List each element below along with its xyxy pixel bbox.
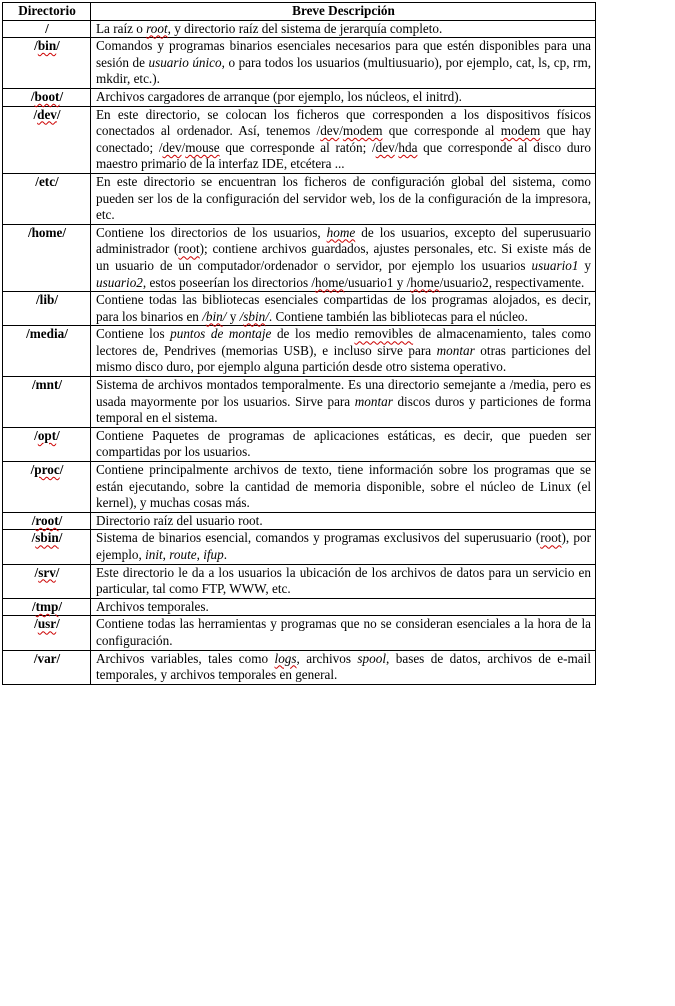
text-segment: boot bbox=[34, 88, 60, 104]
directory-cell bbox=[3, 598, 91, 616]
directory-cell bbox=[3, 564, 91, 598]
description-cell bbox=[91, 564, 596, 598]
description-cell bbox=[91, 650, 596, 684]
text-segment: hda bbox=[398, 139, 418, 155]
text-segment: root bbox=[35, 512, 59, 528]
text-segment: init bbox=[145, 547, 163, 562]
text-segment: / bbox=[265, 308, 269, 324]
text-segment: usuario1 bbox=[531, 257, 579, 273]
text-segment: , archivos bbox=[296, 650, 358, 666]
text-segment: / bbox=[181, 139, 186, 155]
text-segment: ); contiene archivos guardados, ajustes personales, etc. Si existe más de un usuario de un computador/ordenador o servidor, por ejemplo los usuarios bbox=[96, 241, 591, 273]
text-segment: montar bbox=[436, 342, 475, 358]
text-segment: / bbox=[59, 462, 64, 478]
text-segment: Directorio raíz del usuario root. bbox=[96, 512, 263, 528]
text-segment: Archivos temporales. bbox=[96, 598, 209, 614]
text-segment: / bbox=[34, 38, 38, 54]
text-segment: / bbox=[59, 88, 64, 104]
text-segment: Archivos cargadores de arranque (por ejemplo, los núcleos, el initrd). bbox=[96, 88, 462, 104]
directory-cell bbox=[3, 427, 91, 461]
text-segment: sbin bbox=[243, 308, 266, 324]
text-segment: , y directorio raíz del sistema de jerarquía completo. bbox=[167, 20, 443, 36]
text-segment: root bbox=[178, 241, 200, 257]
text-segment: / bbox=[56, 616, 60, 632]
text-segment: otras particiones del mismo disco duro, por ejemplo alguna partición desde otro sistema operativo. bbox=[96, 342, 591, 375]
text-segment: / bbox=[34, 427, 38, 443]
directory-table bbox=[2, 2, 596, 685]
table-row bbox=[3, 88, 596, 106]
table-row bbox=[3, 20, 596, 38]
table-row bbox=[3, 616, 596, 650]
text-segment: y bbox=[578, 257, 592, 273]
text-segment: que corresponde al ratón; / bbox=[219, 139, 376, 155]
table-row bbox=[3, 650, 596, 684]
text-segment: / bbox=[339, 123, 343, 139]
text-segment: Sistema de binarios esencial, comandos y programas exclusivos del superusuario ( bbox=[96, 530, 541, 546]
table-row bbox=[3, 427, 596, 461]
description-cell bbox=[91, 20, 596, 38]
text-segment: discos duros y particiones de forma temporal en el sistema. bbox=[96, 393, 591, 426]
directory-cell bbox=[3, 173, 91, 224]
text-segment: route bbox=[169, 547, 197, 562]
text-segment: / bbox=[34, 616, 38, 632]
directory-cell bbox=[3, 650, 91, 684]
description-cell bbox=[91, 598, 596, 616]
table-body bbox=[3, 20, 596, 684]
text-segment: removibles bbox=[354, 326, 414, 342]
text-segment: /mnt/ bbox=[31, 377, 63, 393]
text-segment: dev bbox=[320, 123, 340, 139]
text-segment: que hay conectado; / bbox=[96, 123, 591, 155]
text-segment: / bbox=[58, 512, 63, 528]
text-segment: usuario2 bbox=[96, 274, 143, 290]
text-segment: /lib/ bbox=[36, 292, 58, 308]
text-segment: modem bbox=[342, 123, 383, 139]
text-segment: spool bbox=[357, 650, 386, 666]
text-segment: Contiene todas las bibliotecas esenciales compartidas de los programas alojados, es decir, para los binarios en bbox=[96, 292, 591, 324]
description-cell bbox=[91, 38, 596, 89]
text-segment: / bbox=[31, 530, 36, 546]
directory-cell bbox=[3, 106, 91, 173]
text-segment: usuario único bbox=[148, 54, 222, 70]
description-cell bbox=[91, 292, 596, 326]
text-segment: dev bbox=[375, 139, 395, 155]
text-segment: , bases de datos, archivos de e-mail temporales, y archivos temporales en general. bbox=[96, 650, 591, 683]
text-segment: srv bbox=[38, 564, 56, 580]
text-segment: ), por ejemplo, bbox=[96, 530, 591, 562]
description-cell bbox=[91, 88, 596, 106]
text-segment: dev bbox=[162, 139, 182, 155]
table-row bbox=[3, 38, 596, 89]
column-header-description: Breve Descripción bbox=[91, 3, 596, 21]
text-segment: y bbox=[226, 308, 240, 324]
directory-cell bbox=[3, 377, 91, 428]
table-row bbox=[3, 224, 596, 291]
text-segment: /media/ bbox=[26, 326, 68, 342]
text-segment: / bbox=[394, 139, 399, 155]
text-segment: Este directorio le da a los usuarios la ubicación de los archivos de datos para un servicio en particular, tal como FTP, WWW, etc. bbox=[96, 564, 591, 597]
description-cell bbox=[91, 462, 596, 513]
text-segment: Contiene los bbox=[96, 326, 171, 342]
text-segment: bin bbox=[37, 38, 57, 54]
directory-cell bbox=[3, 224, 91, 291]
directory-cell bbox=[3, 616, 91, 650]
table-row bbox=[3, 598, 596, 616]
description-cell bbox=[91, 377, 596, 428]
text-segment: . bbox=[223, 547, 228, 562]
text-segment: / bbox=[31, 512, 36, 528]
text-segment: / bbox=[222, 308, 227, 324]
text-segment: Contiene Paquetes de programas de aplicaciones estáticas, es decir, que pueden ser compartidas por los usuarios. bbox=[96, 427, 591, 460]
text-segment: bin bbox=[205, 308, 223, 324]
text-segment: root bbox=[146, 20, 168, 36]
table-row bbox=[3, 326, 596, 377]
text-segment: tmp bbox=[35, 598, 59, 614]
table-row bbox=[3, 106, 596, 173]
text-segment: / bbox=[56, 38, 60, 54]
description-cell bbox=[91, 427, 596, 461]
text-segment: usr bbox=[37, 616, 57, 632]
text-segment: En este directorio, se colocan los ficheros que corresponden a los dispositivos físicos conectados al ordenador. Así, tenemos / bbox=[96, 106, 591, 139]
text-segment: / bbox=[55, 564, 60, 580]
text-segment: Sistema de archivos montados temporalmente. Es una directorio semejante a /media, pero es usada mayormente por los usuarios. Sirve para bbox=[96, 377, 591, 409]
text-segment: home bbox=[315, 274, 345, 290]
text-segment: ifup bbox=[203, 547, 224, 562]
text-segment: /var/ bbox=[33, 650, 61, 666]
text-segment: home bbox=[326, 224, 356, 240]
directory-cell bbox=[3, 38, 91, 89]
text-segment: , bbox=[196, 547, 204, 562]
text-segment: Archivos variables, tales como bbox=[96, 650, 275, 666]
text-segment: de almacenamiento, tales como lectores de, Pendrives (memorias USB), e incluso sirve para bbox=[96, 326, 591, 358]
text-segment: que corresponde al bbox=[382, 123, 501, 139]
text-segment: Contiene principalmente archivos de texto, tiene información sobre los programas que se están ejecutando, sobre la cantidad de memoria disponible, sobre el núcleo de Linux (el kernel), y muchas cosas más. bbox=[96, 462, 591, 511]
table-row bbox=[3, 512, 596, 530]
text-segment: / bbox=[58, 598, 63, 614]
text-segment: que corresponde al disco duro maestro primario de la interfaz IDE, etcétera ... bbox=[96, 139, 591, 172]
directory-cell bbox=[3, 512, 91, 530]
text-segment: , estos poseerían los directorios / bbox=[142, 274, 316, 290]
table-row bbox=[3, 292, 596, 326]
text-segment: , bbox=[162, 547, 170, 562]
text-segment: modem bbox=[500, 123, 541, 139]
text-segment: / bbox=[33, 106, 38, 122]
text-segment: /etc/ bbox=[35, 173, 59, 189]
text-segment: / bbox=[202, 308, 206, 324]
text-segment: de los usuarios, excepto del superusuario administrador ( bbox=[96, 224, 591, 257]
directory-cell bbox=[3, 88, 91, 106]
text-segment: logs bbox=[274, 650, 297, 666]
text-segment: , o para todos los usuarios (multiusuario), por ejemplo, cat, ls, cp, rm, mkdir, etc.). bbox=[96, 54, 592, 87]
text-segment: opt bbox=[37, 427, 57, 443]
directory-cell bbox=[3, 20, 91, 38]
table-row bbox=[3, 564, 596, 598]
text-segment: home bbox=[410, 274, 440, 290]
text-segment: mouse bbox=[185, 139, 220, 155]
table-row bbox=[3, 377, 596, 428]
table-row bbox=[3, 173, 596, 224]
text-segment: puntos de montaje bbox=[170, 326, 272, 342]
text-segment: de los medio bbox=[271, 326, 355, 342]
text-segment: En este directorio se encuentran los ficheros de configuración global del sistema, como pueden ser los de la configuración del servidor web, los de la configuración de la impresora, etc. bbox=[96, 173, 591, 223]
text-segment: montar bbox=[354, 393, 393, 409]
text-segment: . Contiene también las bibliotecas para el núcleo. bbox=[268, 308, 528, 324]
description-cell bbox=[91, 512, 596, 530]
text-segment: La raíz o bbox=[96, 20, 147, 36]
text-segment: / bbox=[31, 598, 36, 614]
text-segment: dev bbox=[37, 106, 57, 122]
text-segment: / bbox=[30, 88, 35, 104]
column-header-directory: Directorio bbox=[3, 3, 91, 21]
text-segment: root bbox=[540, 530, 562, 546]
text-segment: / bbox=[58, 530, 63, 546]
directory-cell bbox=[3, 326, 91, 377]
header-row bbox=[3, 3, 596, 21]
description-cell bbox=[91, 616, 596, 650]
text-segment: sbin bbox=[35, 530, 59, 546]
description-cell bbox=[91, 224, 596, 291]
text-segment: Comandos y programas binarios esenciales necesarios para que estén disponibles para una sesión de bbox=[96, 38, 591, 70]
table-row bbox=[3, 462, 596, 513]
description-cell bbox=[91, 173, 596, 224]
description-cell bbox=[91, 106, 596, 173]
table-row bbox=[3, 530, 596, 564]
directory-cell bbox=[3, 292, 91, 326]
text-segment: / bbox=[239, 308, 244, 324]
text-segment: / bbox=[45, 20, 49, 36]
text-segment: / bbox=[56, 427, 60, 443]
description-cell bbox=[91, 530, 596, 564]
text-segment: Contiene todas las herramientas y programas que no se consideran esenciales a la hora de la configuración. bbox=[96, 616, 591, 648]
text-segment: /usuario1 y / bbox=[344, 274, 411, 290]
text-segment: / bbox=[34, 564, 39, 580]
text-segment: /home/ bbox=[27, 224, 67, 240]
text-segment: Contiene los directorios de los usuarios, bbox=[96, 224, 327, 240]
text-segment: / bbox=[30, 462, 35, 478]
description-cell bbox=[91, 326, 596, 377]
directory-cell bbox=[3, 530, 91, 564]
text-segment: /usuario2, respectivamente. bbox=[439, 274, 585, 290]
text-segment: proc bbox=[34, 462, 60, 478]
text-segment: / bbox=[56, 106, 61, 122]
directory-cell bbox=[3, 462, 91, 513]
